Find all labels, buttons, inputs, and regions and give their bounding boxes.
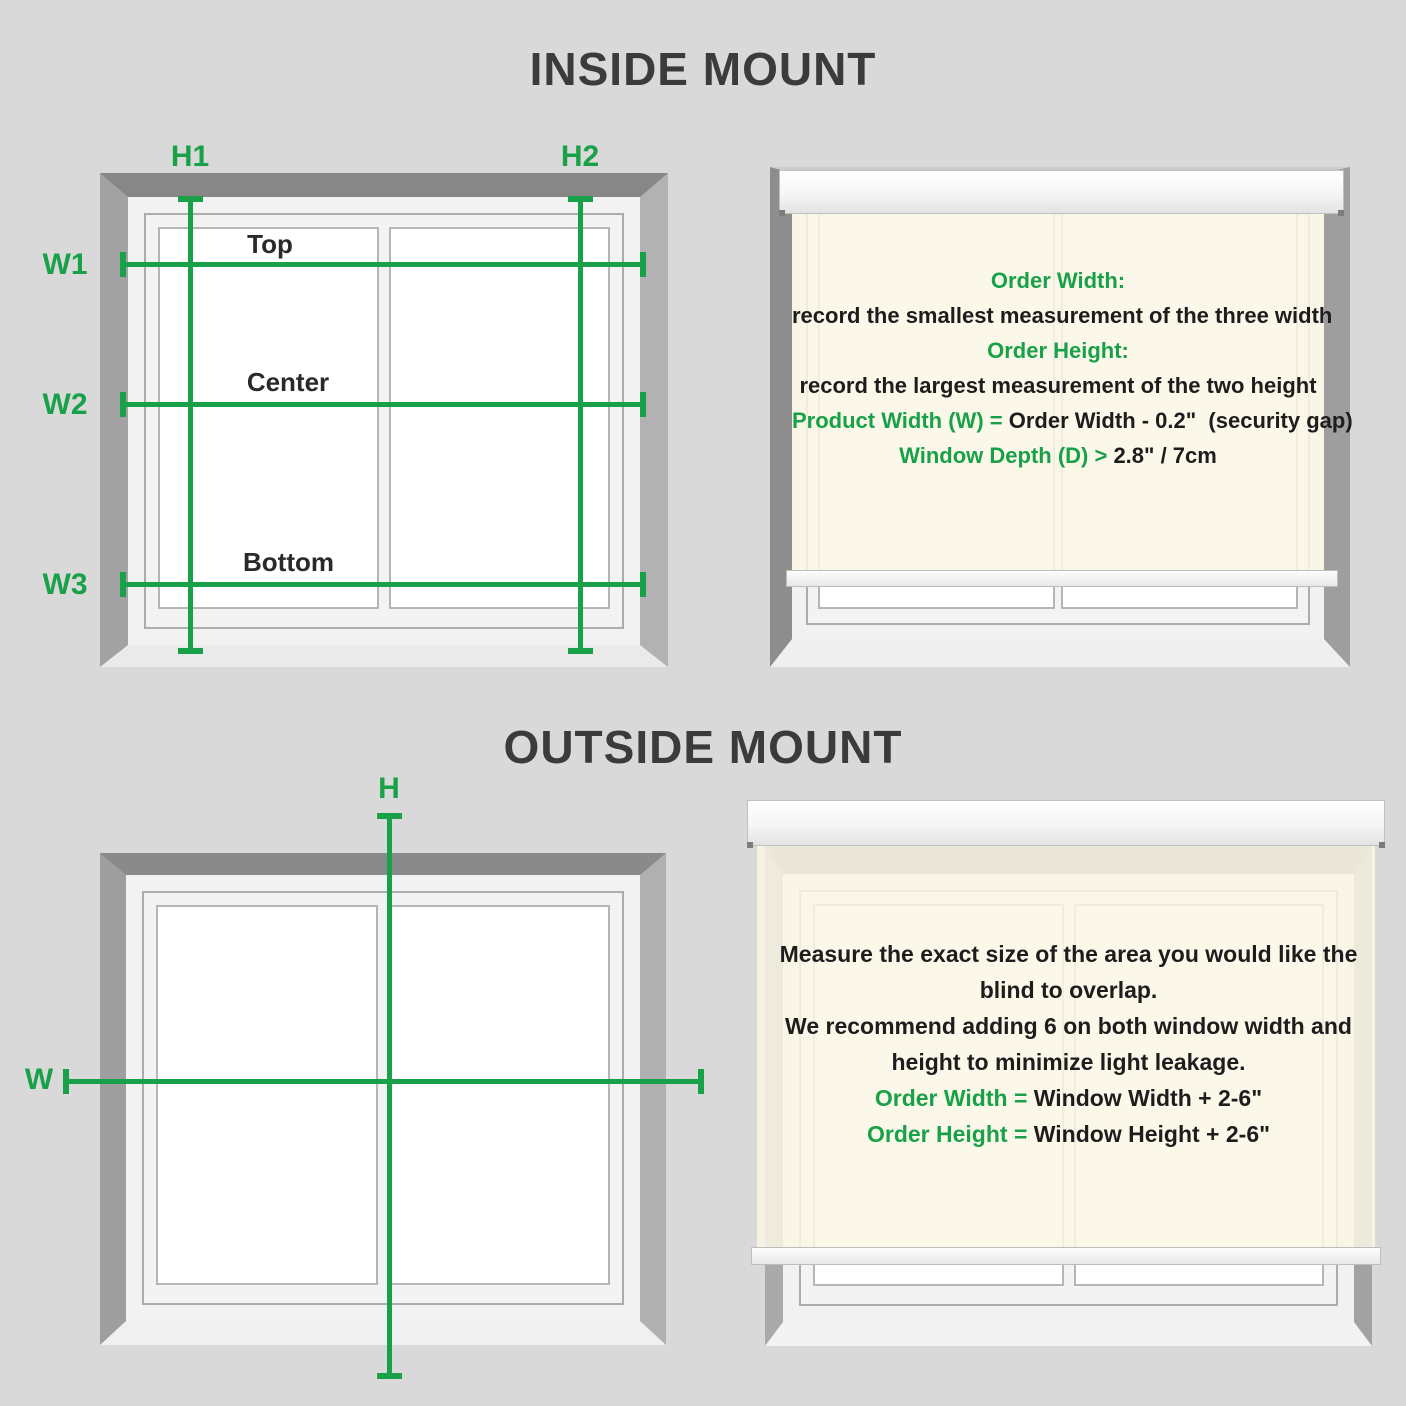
window-pane-left [156,905,378,1285]
label-w: W [24,1063,54,1096]
info-text: Order Width - 0.2" (security gap) [1008,408,1353,433]
label-h: H [378,772,400,805]
info-text: record the largest measurement of the two height [799,373,1317,398]
label-h2: H2 [560,140,600,173]
info-text: record the smallest measurement of the three width [792,303,1333,328]
inside-mount-instructions [792,263,1353,473]
info-text: Product Width (W) = [792,408,1009,433]
info-text: height to minimize light leakage. [891,1049,1246,1075]
label-bottom: Bottom [243,547,334,577]
info-text: Order Height: [987,338,1129,363]
blind-headrail [747,800,1385,846]
window-pane-right [388,905,610,1285]
blind-headrail [779,170,1344,214]
label-w1: W1 [42,248,88,281]
inside-mount-title: INSIDE MOUNT [529,43,877,95]
label-top: Top [247,229,293,259]
info-text: Order Height = [866,1121,1034,1147]
info-line [765,1116,1372,1152]
info-text: Measure the exact size of the area you would like the [779,941,1358,967]
blind-bottom-bar [751,1247,1381,1265]
info-text: We recommend adding 6 on both window width and [785,1013,1352,1039]
info-text: Window Width + 2-6" [1033,1085,1263,1111]
info-text: blind to overlap. [979,977,1158,1003]
measure-line-w [64,1079,703,1084]
measure-line-w2 [121,402,645,407]
measure-line-w3 [121,582,645,587]
label-w3: W3 [42,568,88,601]
info-line [792,403,1353,438]
window-frame [100,853,666,1345]
info-line [765,1080,1372,1116]
info-line [765,1044,1372,1080]
info-line [792,333,1324,368]
window-pane-right [389,227,610,609]
window-sash [142,891,624,1305]
info-text: 2.8" / 7cm [1113,443,1217,468]
info-text: Order Width = [874,1085,1034,1111]
label-w2: W2 [42,388,88,421]
info-line [792,298,1333,333]
info-line [765,1008,1372,1044]
blind-bottom-bar [786,570,1338,587]
measure-line-w1 [121,262,645,267]
info-line [765,936,1372,972]
measure-line-h [387,814,392,1378]
outside-mount-title: OUTSIDE MOUNT [503,721,903,773]
info-text: Window Depth (D) > [899,443,1114,468]
info-line [792,263,1324,298]
label-h1: H1 [170,140,210,173]
outside-mount-instructions [765,936,1372,1152]
info-line [792,368,1324,403]
info-text: Window Height + 2-6" [1033,1121,1271,1147]
label-center: Center [246,367,330,397]
info-text: Order Width: [990,268,1126,293]
info-line [765,972,1372,1008]
info-line [792,438,1324,473]
